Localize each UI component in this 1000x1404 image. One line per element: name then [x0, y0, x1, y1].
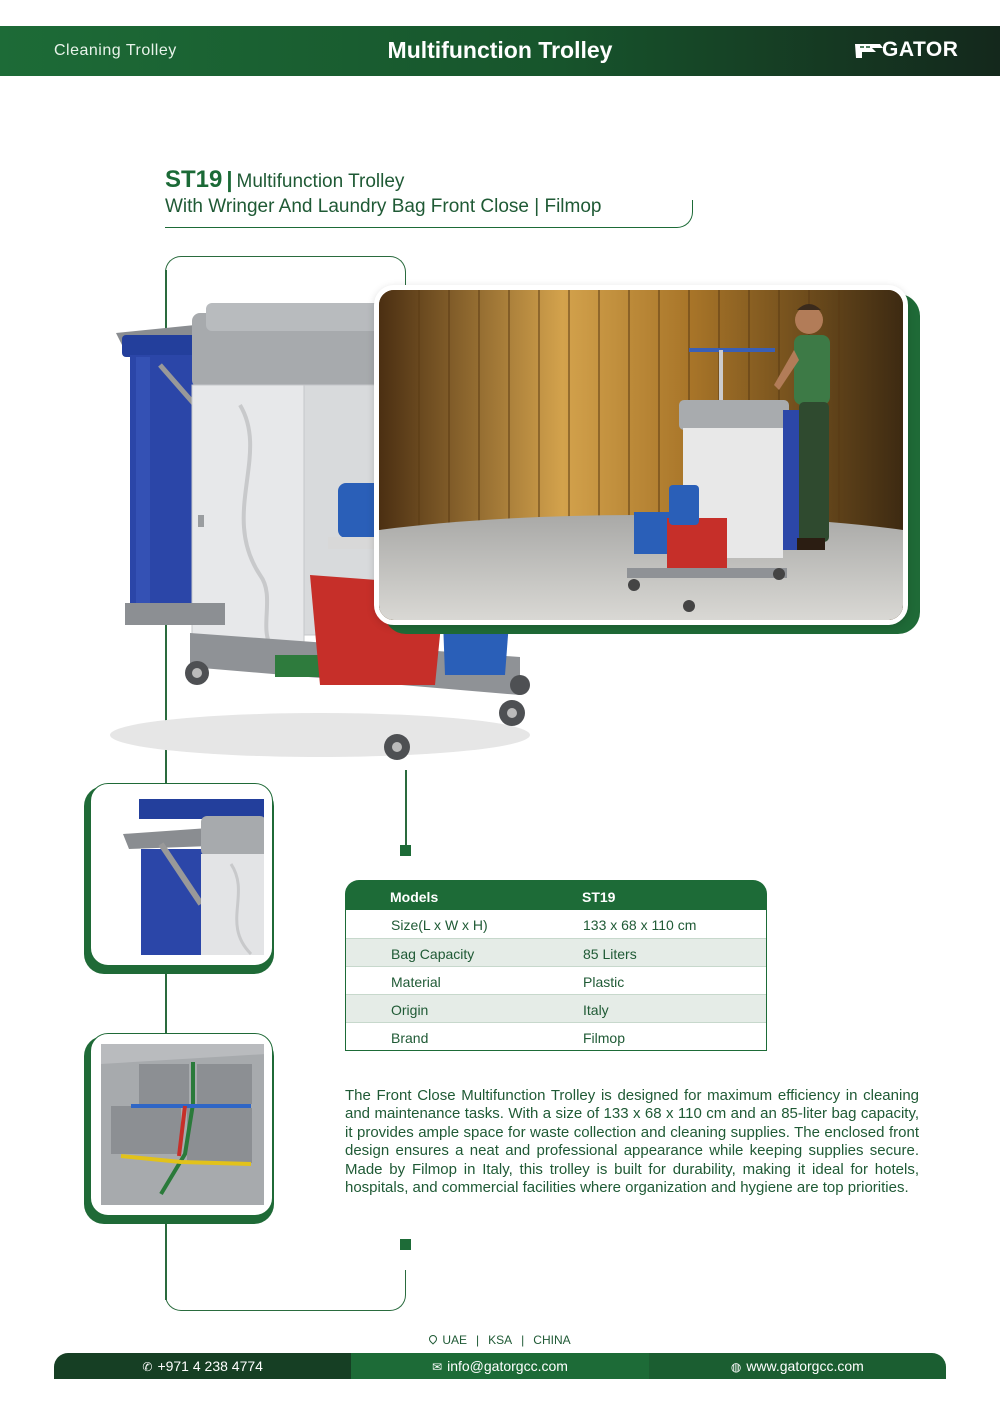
connector-bottom-frame — [165, 1270, 406, 1311]
region-uae: UAE — [442, 1333, 468, 1347]
region-separator: | — [521, 1333, 525, 1347]
email-address: info@gatorgcc.com — [447, 1358, 568, 1374]
product-title-block — [165, 166, 693, 228]
footer-phone[interactable] — [54, 1353, 351, 1379]
header-bar — [0, 26, 1000, 76]
envelope-icon: ✉ — [432, 1360, 443, 1374]
spec-value: 133 x 68 x 110 cm — [583, 917, 697, 933]
category-label: Cleaning Trolley — [54, 42, 177, 59]
title-underline — [165, 227, 677, 228]
spec-value: Italy — [583, 1002, 609, 1018]
trolley-in-use-photo — [374, 285, 908, 625]
spec-value: Filmop — [583, 1030, 626, 1046]
product-name: Multifunction Trolley — [236, 171, 405, 192]
product-code: ST19 — [165, 166, 223, 193]
title-underline-curve — [675, 200, 693, 228]
spec-value: Plastic — [583, 974, 625, 990]
table-row — [346, 938, 766, 966]
spec-label: Material — [391, 974, 441, 990]
spec-label: Bag Capacity — [391, 946, 475, 962]
regions-line — [0, 1333, 1000, 1347]
table-row — [346, 994, 766, 1022]
globe-icon: ◍ — [730, 1360, 742, 1374]
crocodile-icon — [854, 40, 884, 62]
specs-header-model-code: ST19 — [582, 889, 616, 905]
gator-logo — [854, 38, 959, 66]
location-pin-icon — [428, 1333, 439, 1344]
specs-header-row — [345, 880, 767, 910]
product-description: The Front Close Multifunction Trolley is designed for maximum efficiency in cleaning and maintenance tasks. With a size of 133 x 68 x 110 cm and an 85-liter bag capacity, it provides ample space for waste collection and cleaning supplies. The enclosed front design ensures a neat and professional appearance while keeping supplies secure. Made by Filmop in Italy, this trolley is built for durability, making it ideal for hotels, hospitals, and commercial facilities where organization and hygiene are top priorities. — [345, 1087, 919, 1197]
spec-label: Brand — [391, 1030, 429, 1046]
page-title: Multifunction Trolley — [387, 37, 613, 63]
footer-email[interactable] — [351, 1353, 648, 1379]
title-separator: | — [226, 167, 233, 192]
region-ksa: KSA — [488, 1333, 513, 1347]
connector-thumb-gap — [165, 972, 167, 1034]
region-separator: | — [476, 1333, 480, 1347]
product-subtitle: With Wringer And Laundry Bag Front Close | Filmop — [165, 196, 602, 217]
connector-top-frame — [165, 256, 406, 296]
connector-dot-top — [400, 845, 411, 856]
laundry-bag-holder-closeup — [90, 783, 273, 966]
table-row — [346, 910, 766, 938]
phone-icon: ✆ — [142, 1360, 153, 1374]
compartment-tray-closeup — [90, 1033, 273, 1216]
spec-label: Size(L x W x H) — [391, 917, 488, 933]
website-url: www.gatorgcc.com — [746, 1358, 864, 1374]
connector-hero-down — [405, 770, 407, 845]
specs-header-models: Models — [390, 889, 439, 905]
spec-value: 85 Liters — [583, 946, 637, 962]
logo-text: GATOR — [882, 38, 959, 61]
footer-website[interactable] — [649, 1353, 946, 1379]
table-row — [346, 1022, 766, 1050]
region-china: CHINA — [533, 1333, 571, 1347]
phone-number: +971 4 238 4774 — [157, 1358, 263, 1374]
footer-contact-bar — [54, 1353, 946, 1379]
connector-dot-bottom — [400, 1239, 411, 1250]
specs-table — [345, 880, 767, 1051]
table-row — [346, 966, 766, 994]
spec-label: Origin — [391, 1002, 429, 1018]
